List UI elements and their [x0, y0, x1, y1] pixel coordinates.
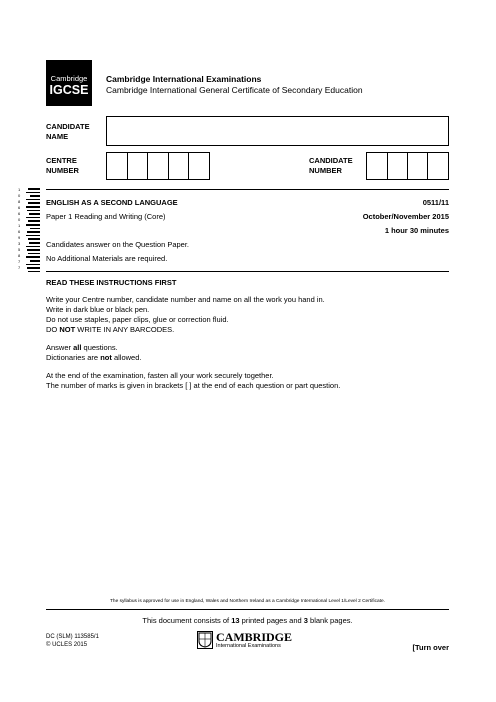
barcode-bar — [28, 238, 40, 240]
barcode-bar — [26, 217, 40, 219]
barcode-bar — [26, 224, 40, 226]
candidate-number-cell-divider — [427, 153, 428, 179]
paper-code: 0511/11 — [422, 198, 449, 207]
barcode-digit: 6 — [18, 211, 21, 216]
cambridge-wordmark-sub: International Examinations — [216, 643, 281, 649]
instruction-line: Write your Centre number, candidate number and name on all the work you hand in. — [46, 295, 325, 304]
subject-title: ENGLISH AS A SECOND LANGUAGE — [46, 198, 178, 207]
centre-number-cell-divider — [147, 153, 148, 179]
candidate-number-cell-divider — [387, 153, 388, 179]
barcode-digit: 6 — [18, 229, 21, 234]
barcode-digit: 0 — [18, 193, 21, 198]
barcode-bar — [28, 188, 40, 190]
centre-number-cell-divider — [188, 153, 189, 179]
barcode-bar — [30, 260, 40, 262]
turn-over: [Turn over — [412, 643, 449, 652]
barcode-bar — [27, 231, 40, 233]
barcode-bar — [27, 267, 40, 269]
barcode-digit: 6 — [18, 205, 21, 210]
instruction-line: At the end of the examination, fasten all your work securely together. — [46, 371, 274, 380]
board-title: Cambridge International Examinations — [106, 74, 262, 84]
exam-duration: 1 hour 30 minutes — [384, 226, 449, 235]
barcode-digit: 1 — [18, 223, 21, 228]
note-question-paper: Candidates answer on the Question Paper. — [46, 240, 190, 249]
barcode-digit: 0 — [18, 217, 21, 222]
barcode-bar — [28, 271, 40, 273]
barcode-digit: 8 — [18, 199, 21, 204]
instruction-line: Dictionaries are not allowed. — [46, 353, 142, 362]
barcode-bar — [29, 213, 40, 215]
document-reference: DC (SLM) 113585/1 © UCLES 2015 — [46, 634, 99, 648]
barcode-digit: 8 — [18, 253, 21, 258]
instruction-line: Write in dark blue or black pen. — [46, 305, 150, 314]
centre-number-cell-divider — [168, 153, 169, 179]
instruction-line: Answer all questions. — [46, 343, 118, 352]
barcode-bar — [26, 206, 40, 208]
barcode-digit: 9 — [18, 235, 21, 240]
candidate-number-cell-divider — [407, 153, 408, 179]
barcode — [18, 188, 40, 280]
barcode-digit: 7 — [18, 265, 21, 270]
barcode-bar — [28, 253, 40, 255]
barcode-digit: 7 — [18, 259, 21, 264]
candidate-name-field[interactable] — [106, 116, 449, 146]
paper-name: Paper 1 Reading and Writing (Core) — [46, 212, 166, 221]
barcode-bar — [29, 242, 40, 244]
instruction-line: DO NOT WRITE IN ANY BARCODES. — [46, 325, 175, 334]
candidate-number-field[interactable] — [366, 152, 449, 180]
barcode-bar — [30, 195, 40, 197]
divider — [46, 271, 449, 272]
barcode-digit: 1 — [18, 187, 21, 192]
instruction-line: Do not use staples, paper clips, glue or correction fluid. — [46, 315, 229, 324]
candidate-number-label: CANDIDATE NUMBER — [309, 156, 353, 175]
barcode-bar — [27, 210, 40, 212]
logo-line1: Cambridge — [50, 74, 88, 83]
cambridge-crest-icon — [197, 631, 213, 649]
barcode-bar — [30, 228, 40, 230]
barcode-bar — [26, 256, 40, 258]
candidate-name-label: CANDIDATE NAME — [46, 122, 90, 141]
syllabus-note: The syllabus is approved for use in England, Wales and Northern Ireland as a Cambridge International Level 1/Level 2 Certificate. — [110, 599, 385, 604]
page-count: This document consists of 13 printed pages and 3 blank pages. — [142, 616, 353, 625]
barcode-bar — [28, 202, 40, 204]
barcode-bar — [26, 264, 40, 266]
barcode-bar — [27, 249, 40, 251]
cambridge-igcse-logo — [46, 60, 92, 106]
barcode-bar — [26, 235, 40, 237]
centre-number-label: CENTRE NUMBER — [46, 156, 79, 175]
barcode-bar — [26, 192, 40, 194]
logo-line2: IGCSE — [49, 83, 89, 97]
divider — [46, 189, 449, 190]
instructions-heading: READ THESE INSTRUCTIONS FIRST — [46, 278, 177, 287]
exam-session: October/November 2015 — [362, 212, 449, 221]
barcode-digit: 5 — [18, 247, 21, 252]
barcode-bar — [28, 220, 40, 222]
cambridge-wordmark: CAMBRIDGE — [216, 630, 293, 644]
centre-number-field[interactable] — [106, 152, 210, 180]
note-materials: No Additional Materials are required. — [46, 254, 168, 263]
instruction-line: The number of marks is given in brackets [ ] at the end of each question or part question. — [46, 381, 341, 390]
board-subtitle: Cambridge International General Certificate of Secondary Education — [106, 85, 363, 95]
barcode-digit: 3 — [18, 241, 21, 246]
barcode-bar — [26, 199, 40, 201]
divider — [46, 609, 449, 610]
centre-number-cell-divider — [127, 153, 128, 179]
barcode-bar — [26, 246, 40, 248]
